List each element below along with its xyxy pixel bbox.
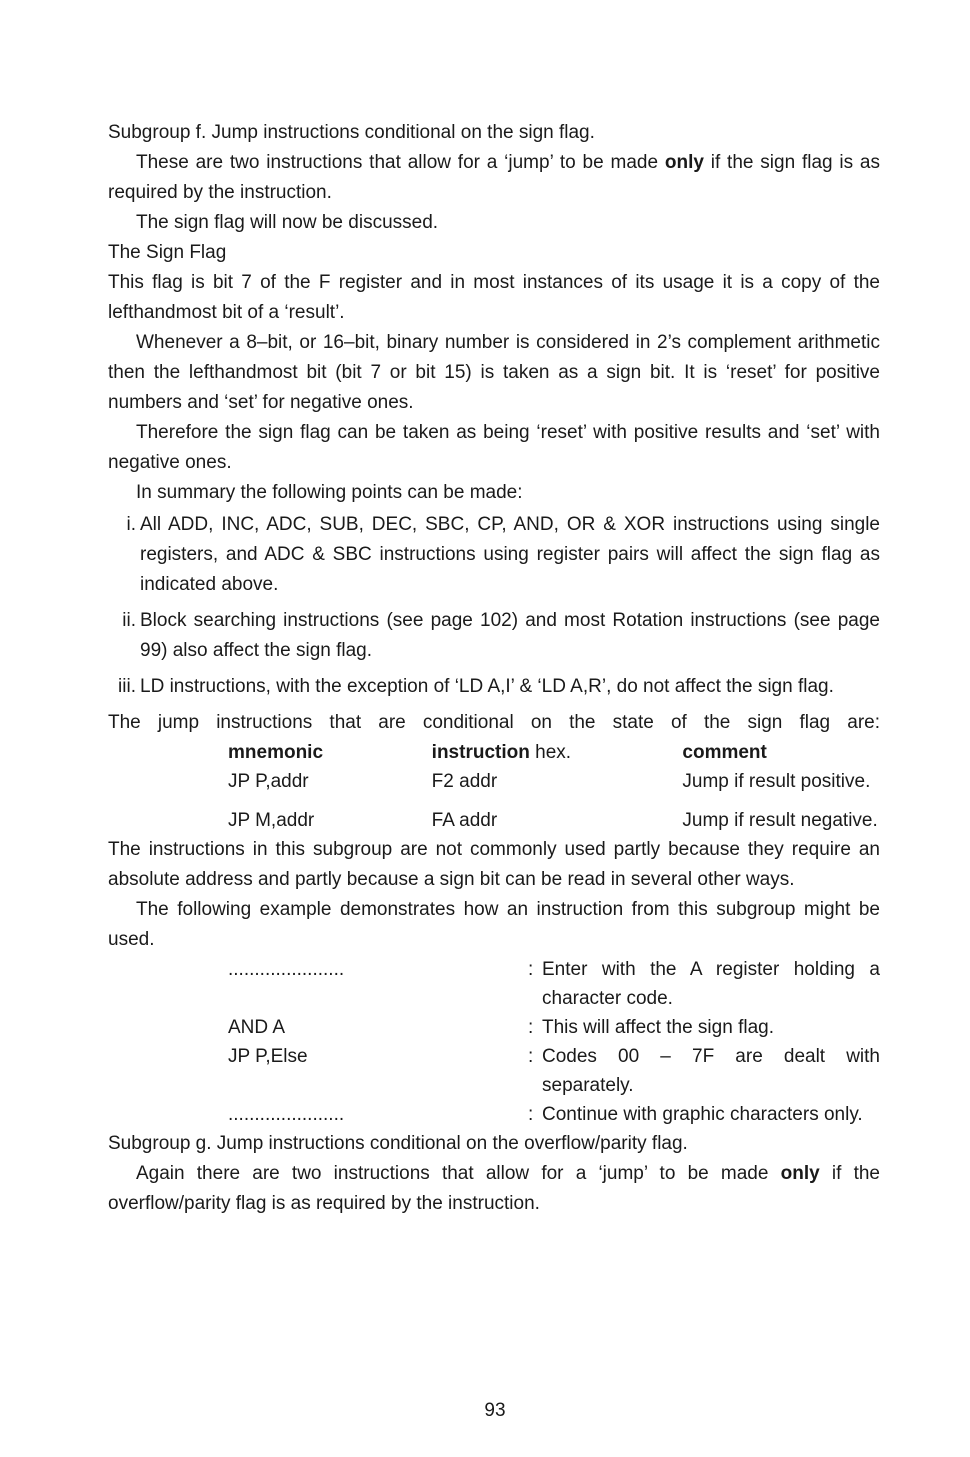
outro-bold: only	[780, 1163, 820, 1184]
code-comment-cell	[528, 1100, 880, 1129]
code-comment-cell	[528, 955, 880, 1013]
intro-paragraph	[108, 148, 880, 208]
row-hex: FA addr	[431, 810, 498, 831]
code-comment: This will affect the sign flag.	[542, 1017, 774, 1038]
row-comment: Jump if result positive.	[682, 771, 871, 792]
subgroup-f-heading: Subgroup f. Jump instructions conditional on the sign flag.	[108, 122, 595, 143]
outro-post: if the overflow/parity flag is as required by the instruction.	[108, 1163, 880, 1214]
point-marker: ii.	[122, 610, 136, 631]
code-comment-cell	[528, 1042, 880, 1100]
sign-flag-heading: The Sign Flag	[108, 242, 227, 263]
point-item	[108, 672, 880, 702]
subgroup-g-heading: Subgroup g. Jump instructions conditional on the overflow/parity flag.	[108, 1133, 688, 1154]
header-instruction-label: instruction	[431, 742, 530, 763]
code-comment-cell	[528, 1013, 880, 1042]
code-comment: Continue with graphic characters only.	[542, 1104, 863, 1125]
point-item	[108, 510, 880, 600]
summary-paragraph: In summary the following points can be made:	[136, 482, 523, 503]
code-colon: :	[528, 959, 534, 980]
outro-pre: Again there are two instructions that allow for a ‘jump’ to be made	[136, 1163, 781, 1184]
point-text: LD instructions, with the exception of ‘LD A,I’ & ‘LD A,R’, do not affect the sign flag.	[140, 676, 834, 697]
discuss-paragraph: The sign flag will now be discussed.	[136, 212, 439, 233]
intro-bold: only	[664, 152, 704, 173]
intro-pre: These are two instructions that allow for a ‘jump’ to be made	[136, 152, 665, 173]
row-comment: Jump if result negative.	[682, 810, 878, 831]
code-comment: Enter with the A register holding a character code.	[542, 959, 880, 1009]
code-comment: Codes 00 – 7F are dealt with separately.	[542, 1046, 880, 1096]
point-text: Block searching instructions (see page 102) and most Rotation instructions (see page 99) also affect the sign flag.	[140, 610, 880, 661]
header-instruction	[432, 738, 683, 767]
not-common-paragraph: The instructions in this subgroup are not commonly used partly because they require an absolute address and partly because a sign bit can be read in several other ways.	[108, 839, 880, 890]
point-marker: iii.	[118, 676, 136, 697]
page-number: 93	[484, 1400, 506, 1421]
example-paragraph: The following example demonstrates how an instruction from this subgroup might be used.	[108, 899, 880, 950]
whenever-paragraph: Whenever a 8–bit, or 16–bit, binary number is considered in 2’s complement arithmetic then the lefthandmost bit (bit 7 or bit 15) is taken as a sign bit. It is ‘reset’ for positive numbers and ‘set’ for negative ones.	[108, 332, 880, 413]
header-mnemonic: mnemonic	[228, 742, 324, 763]
code-instruction: JP P,Else	[228, 1046, 308, 1067]
text-column	[108, 118, 880, 1219]
mnemonic-table	[228, 738, 880, 835]
table-intro: The jump instructions that are conditional on the state of the sign flag are:	[108, 712, 880, 733]
outro-paragraph	[108, 1159, 880, 1219]
row-mnemonic: JP P,addr	[228, 771, 309, 792]
table-row	[228, 767, 880, 796]
point-marker: i.	[126, 514, 136, 535]
header-hex-label: hex.	[529, 742, 572, 763]
code-line	[228, 1042, 880, 1100]
point-item	[108, 606, 880, 666]
code-line	[228, 1100, 880, 1129]
code-instruction: AND A	[228, 1017, 286, 1038]
code-instruction: ......................	[228, 1104, 345, 1125]
row-hex: F2 addr	[431, 771, 498, 792]
bit7-paragraph: This flag is bit 7 of the F register and in most instances of its usage it is a copy of the lefthandmost bit of a ‘result’.	[108, 272, 880, 323]
code-colon: :	[528, 1046, 534, 1067]
row-mnemonic: JP M,addr	[228, 810, 315, 831]
code-colon: :	[528, 1017, 534, 1038]
table-header-row	[228, 738, 880, 767]
code-line	[228, 1013, 880, 1042]
code-colon: :	[528, 1104, 534, 1125]
intro-post: if the sign flag is as required by the instruction.	[108, 152, 880, 203]
table-row	[228, 806, 880, 835]
header-comment: comment	[682, 742, 767, 763]
summary-points	[108, 510, 880, 702]
code-instruction: ......................	[228, 959, 345, 980]
point-text: All ADD, INC, ADC, SUB, DEC, SBC, CP, AND, OR & XOR instructions using single registers, and ADC & SBC instructions using register pairs will affect the sign flag as indicated above.	[140, 514, 880, 595]
therefore-paragraph: Therefore the sign flag can be taken as being ‘reset’ with positive results and ‘set’ with negative ones.	[108, 422, 880, 473]
code-line	[228, 955, 880, 1013]
code-example	[228, 955, 880, 1129]
table-spacer	[228, 796, 880, 806]
